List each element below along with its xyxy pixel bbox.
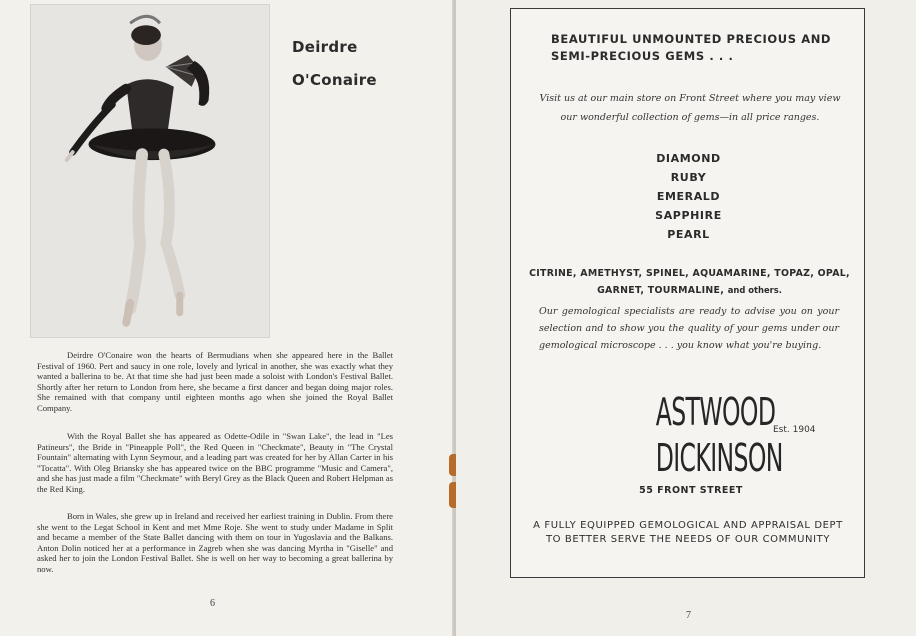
ad-intro-text: Visit us at our main store on Front Street where you may view our wonderful collection of gems—in all price ranges. — [539, 93, 841, 123]
store-address: 55 FRONT STREET — [639, 485, 743, 496]
semi-precious-names: CITRINE, AMETHYST, SPINEL, AQUAMARINE, TOPAZ, OPAL, GARNET, TOURMALINE, — [529, 268, 850, 296]
gem-item: DIAMOND — [656, 152, 721, 165]
bio-paragraph-2-text: With the Royal Ballet she has appeared as Odette-Odile in "Swan Lake", the lead in "Les Patineurs", the Bride in "Pineapple Poll", the Red Queen in "Checkmate", Beauty in "The Crystal Fountain" alternating with Lynn Seymour, and a leading part was created for her by Allan Carter in his "Tocatta". With Oleg Briansky she has appeared twice on the BBC programme "Music and Camera", and she has just made a film "Checkmate" with Beryl Grey as the Black Queen and Robert Helpman as the Red King. — [37, 431, 393, 494]
left-page — [0, 0, 454, 636]
gem-item: PEARL — [667, 228, 710, 241]
semi-precious-gem-list — [527, 265, 852, 299]
gem-item: EMERALD — [656, 190, 721, 203]
brand-logo — [655, 389, 783, 481]
ad-offer-text: Our gemological specialists are ready to advise you on your selection and to show you the quality of your gems under our gemological microscope . . . you know what you're buying. — [539, 306, 839, 351]
and-others-text: and others. — [727, 285, 782, 295]
page-number-right: 7 — [686, 610, 691, 621]
ad-headline: BEAUTIFUL UNMOUNTED PRECIOUS AND SEMI-PRECIOUS GEMS . . . — [551, 32, 832, 63]
brand-line-2: DICKINSON — [655, 436, 783, 480]
jeweller-advertisement — [510, 8, 865, 578]
gem-item: RUBY — [670, 171, 707, 184]
dancer-last-name: O'Conaire — [292, 71, 377, 89]
service-statement: A FULLY EQUIPPED GEMOLOGICAL AND APPRAISAL DEPT TO BETTER SERVE THE NEEDS OF OUR COMMUNITY — [533, 520, 843, 545]
ballerina-illustration — [31, 5, 269, 337]
bio-paragraph-1 — [37, 350, 393, 414]
bio-paragraph-3 — [37, 511, 393, 575]
page-number-left: 6 — [210, 598, 215, 609]
brand-line-1: ASTWOOD — [655, 390, 776, 434]
precious-gem-list — [511, 149, 866, 244]
bio-paragraph-3-text: Born in Wales, she grew up in Ireland and received her earliest training in Dublin. From there she went to the Legat School in Kent and met Mme Roje. She went to study under Madame in Split and became a member of the State Ballet dancing with them on tour in Yugoslavia and the Balkans. Anton Dolin noticed her at a performance in Zagreb when she was dancing Myrtha in "Giselle" and asked her to join the London Festival Ballet. She is well on her way to becoming a great ballerina by now. — [37, 511, 393, 574]
ballerina-photo — [30, 4, 270, 338]
bio-paragraph-1-text: Deirdre O'Conaire won the hearts of Bermudians when she appeared here in the Ballet Festival of 1960. Pert and saucy in one role, lovely and lyrical in another, she was exactly what they wanted a ballerina to be. At that time she had just been made a soloist with London's Festival Ballet. Shortly after her return to London from here, she became a first dancer and began doing major roles. She remained with that company until eighteen months ago when she joined the Royal Ballet Company. — [37, 350, 393, 413]
bio-paragraph-2 — [37, 431, 393, 495]
gem-item: SAPPHIRE — [655, 209, 722, 222]
established-year: Est. 1904 — [773, 425, 816, 435]
dancer-first-name: Deirdre — [292, 38, 358, 56]
